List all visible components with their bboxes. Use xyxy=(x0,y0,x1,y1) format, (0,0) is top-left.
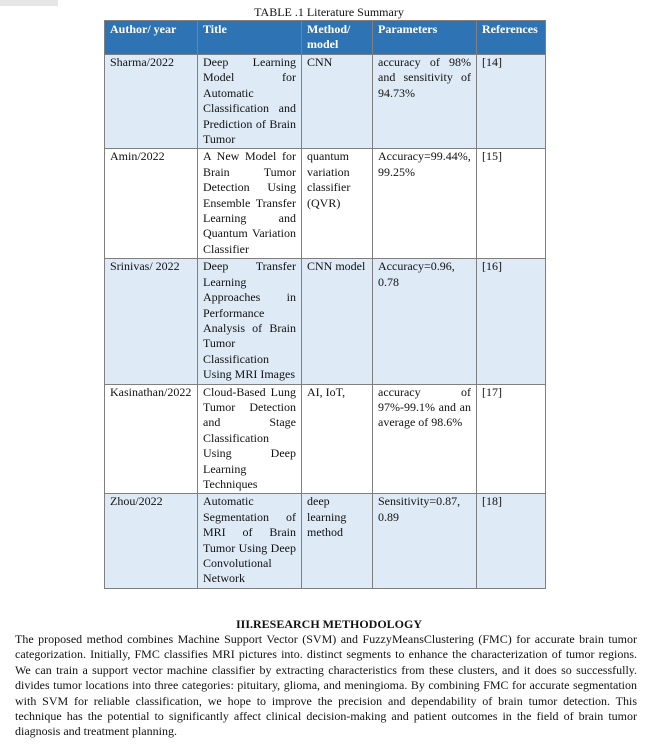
cell-parameters: Accuracy=0.96, 0.78 xyxy=(373,259,477,384)
cell-reference: [17] xyxy=(477,384,546,494)
cell-method: CNN xyxy=(302,55,373,149)
cell-reference: [16] xyxy=(477,259,546,384)
header-parameters: Parameters xyxy=(373,21,477,55)
cell-author: Kasinathan/2022 xyxy=(105,384,198,494)
cell-title: A New Model for Brain Tumor Detection Using Ensemble Transfer Learning and Quantum Variation Classifier xyxy=(198,149,302,259)
cell-author: Amin/2022 xyxy=(105,149,198,259)
table-row xyxy=(105,55,546,149)
header-method-model: Method/ model xyxy=(302,21,373,55)
cell-parameters: Sensitivity=0.87, 0.89 xyxy=(373,494,477,588)
table-row xyxy=(105,149,546,259)
cell-reference: [14] xyxy=(477,55,546,149)
cell-author: Srinivas/ 2022 xyxy=(105,259,198,384)
cell-author: Zhou/2022 xyxy=(105,494,198,588)
cell-title: Deep Learning Model for Automatic Classification and Prediction of Brain Tumor xyxy=(198,55,302,149)
cell-method: CNN model xyxy=(302,259,373,384)
table-row xyxy=(105,384,546,494)
header-references: References xyxy=(477,21,546,55)
cell-parameters: accuracy of 97%-99.1% and an average of 98.6% xyxy=(373,384,477,494)
cell-title: Cloud-Based Lung Tumor Detection and Stage Classification Using Deep Learning Techniques xyxy=(198,384,302,494)
cell-parameters: accuracy of 98% and sensitivity of 94.73% xyxy=(373,55,477,149)
cell-reference: [18] xyxy=(477,494,546,588)
cell-author: Sharma/2022 xyxy=(105,55,198,149)
cell-title: Deep Transfer Learning Approaches in Performance Analysis of Brain Tumor Classification Using MRI Images xyxy=(198,259,302,384)
table-row xyxy=(105,494,546,588)
cell-parameters: Accuracy=99.44%, 99.25% xyxy=(373,149,477,259)
literature-summary-table xyxy=(104,20,546,589)
cell-method: quantum variation classifier (QVR) xyxy=(302,149,373,259)
table-header-row xyxy=(105,21,546,55)
cell-method: AI, IoT, xyxy=(302,384,373,494)
section-heading: III.RESEARCH METHODOLOGY xyxy=(235,617,423,631)
table-row xyxy=(105,259,546,384)
methodology-paragraph: The proposed method combines Machine Support Vector (SVM) and FuzzyMeansClustering (FMC) for accurate brain tumor categorization. Initially, FMC classifies MRI pictures into. distinct segments to enhance the characterization of tumor regions. We can train a support vector machine classifier by extracting characteristics from these clusters, and it does so successfully. divides tumor locations into three categories: pituitary, glioma, and meningioma. By combining FMC for accurate segmentation with SVM for reliable classification, we hope to improve the precision and dependability of brain tumor detection. This technique has the potential to significantly affect clinical decision-making and patient outcomes in the field of brain tumor diagnosis and treatment planning. xyxy=(15,632,637,739)
cell-reference: [15] xyxy=(477,149,546,259)
cell-title: Automatic Segmentation of MRI of Brain Tumor Using Deep Convolutional Network xyxy=(198,494,302,588)
cell-method: deep learning method xyxy=(302,494,373,588)
table-caption: TABLE .1 Literature Summary xyxy=(254,5,404,19)
header-author-year: Author/ year xyxy=(105,21,198,55)
header-title: Title xyxy=(198,21,302,55)
